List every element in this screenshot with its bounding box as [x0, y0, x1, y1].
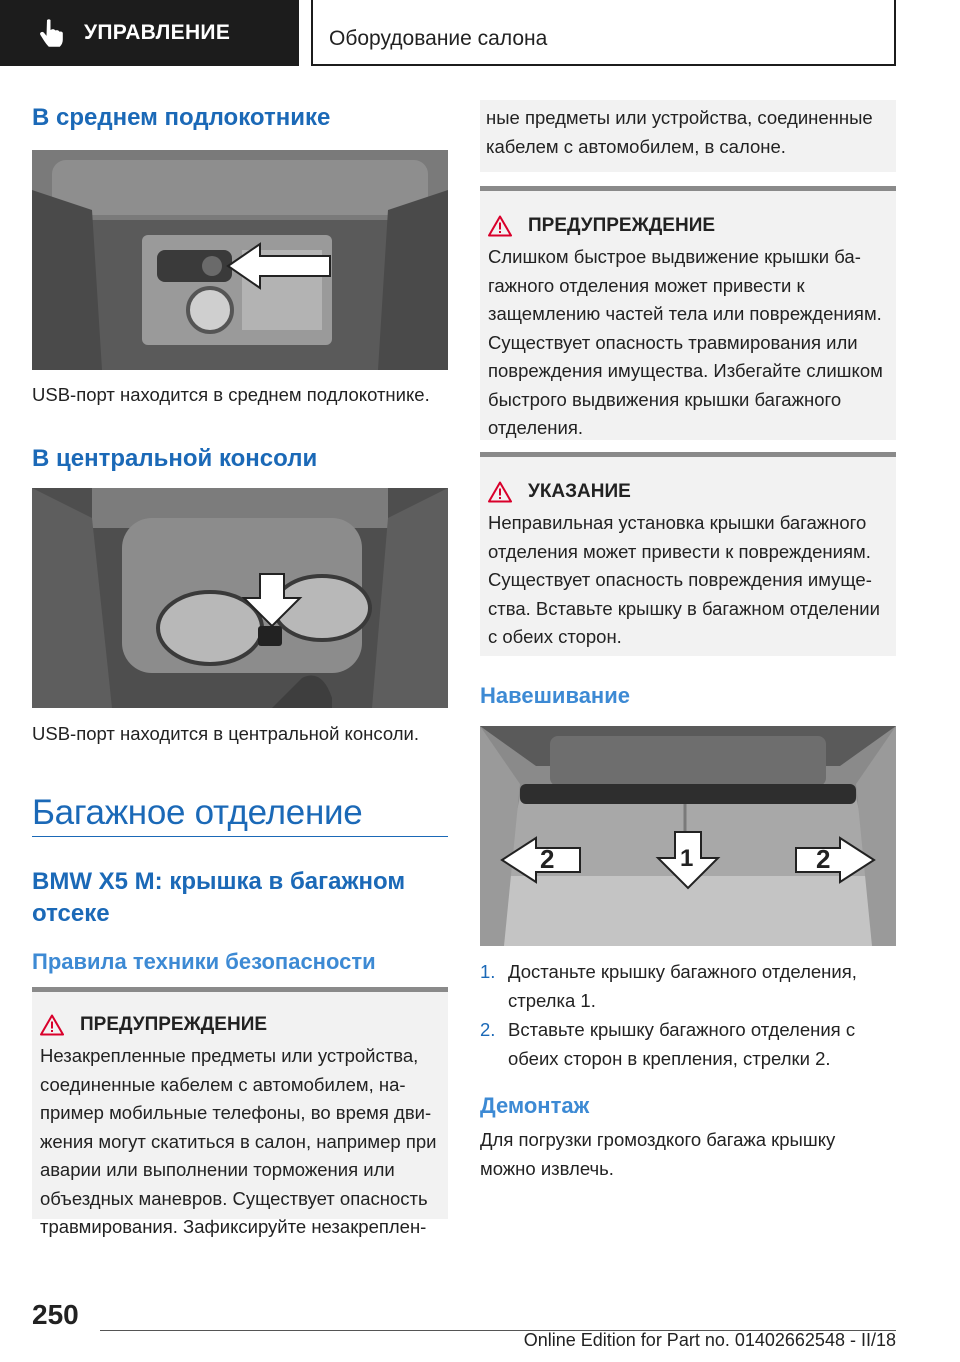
chapter-title: Оборудование салона	[329, 27, 548, 50]
removal-heading: Демонтаж	[480, 1093, 590, 1118]
armrest-usb-photo	[32, 150, 448, 370]
warning-box-1	[32, 987, 448, 1237]
arrow-label-left: 2	[540, 844, 555, 874]
warning-triangle-icon	[40, 1014, 64, 1036]
arrow-label-right: 2	[816, 844, 831, 874]
page-number: 250	[32, 1299, 79, 1330]
warning-triangle-icon	[488, 215, 512, 237]
console-caption: USB-порт находится в центральной консоли.	[32, 723, 419, 744]
header-chapter	[311, 0, 896, 66]
notice-text: Неправильная установка крышки багажного отделения может привести к повреждениям. Существует опасность повреждения имущества. Вставьте крышку в багажном отделении с обеих сторон.	[488, 512, 880, 647]
step-text: Достаньте крышку багажного отделения, стрелка 1.	[508, 961, 857, 1011]
warning-text: Незакрепленные предметы или устройства, соединенные кабелем с автомобилем, например мобильные телефоны, во время движения могут скатиться в салон, например при аварии или выполнении торможения или объездных маневров. Существует опасность травмирования. Зафиксируйте незакреплен-	[40, 1045, 437, 1237]
safety-heading: Правила техники безопасности	[32, 949, 376, 974]
trunk-cover-photo	[480, 726, 896, 946]
arrow-label-center: 1	[680, 845, 694, 872]
notice-title: УКАЗАНИЕ	[488, 481, 888, 503]
warning-box-1-continued	[480, 100, 896, 172]
removal-text: Для погрузки громоздкого багажа крышку можно извлечь.	[480, 1129, 836, 1179]
warning-text: Слишком быстрое выдвижение крышки багажного отделения может привести к защемлению частей тела или повреждениям. Существует опасность травмирования или повреждения имущества. Избегайте слишком быстрого выдвижения крышки багажного отделения.	[488, 246, 883, 438]
footer-edition: Online Edition for Part no. 01402662548 - II/18	[523, 1330, 896, 1350]
console-heading: В центральной консоли	[32, 445, 318, 472]
notice-triangle-icon	[488, 481, 512, 503]
section-title: УПРАВЛЕНИЕ	[84, 21, 231, 44]
cover-heading: BMW X5 M: крышка в багажном отсеке	[32, 868, 406, 927]
step-text: Вставьте крышку багажного отделения с обеих сторон в крепления, стрелки 2.	[508, 1019, 856, 1069]
step-number: 2.	[480, 1019, 496, 1040]
header-section-tab	[0, 0, 299, 66]
heading-rule	[32, 836, 448, 837]
step-1	[480, 958, 888, 1015]
warning-text-continued: ные предметы или устройства, соединенные кабелем с автомобилем, в салоне.	[486, 107, 873, 157]
hand-pointer-icon	[38, 18, 66, 48]
console-usb-photo	[32, 488, 448, 708]
warning-box-2	[480, 186, 896, 440]
warning-title: ПРЕДУПРЕЖДЕНИЕ	[488, 215, 888, 237]
hanging-heading: Навешивание	[480, 683, 630, 708]
warning-title: ПРЕДУПРЕЖДЕНИЕ	[40, 1014, 440, 1036]
step-2	[480, 1016, 888, 1073]
armrest-heading: В среднем подлокотнике	[32, 104, 331, 131]
trunk-heading: Багажное отделение	[32, 793, 363, 832]
armrest-caption: USB-порт находится в среднем подлокотнике.	[32, 384, 430, 405]
notice-box	[480, 452, 896, 656]
step-number: 1.	[480, 961, 496, 982]
